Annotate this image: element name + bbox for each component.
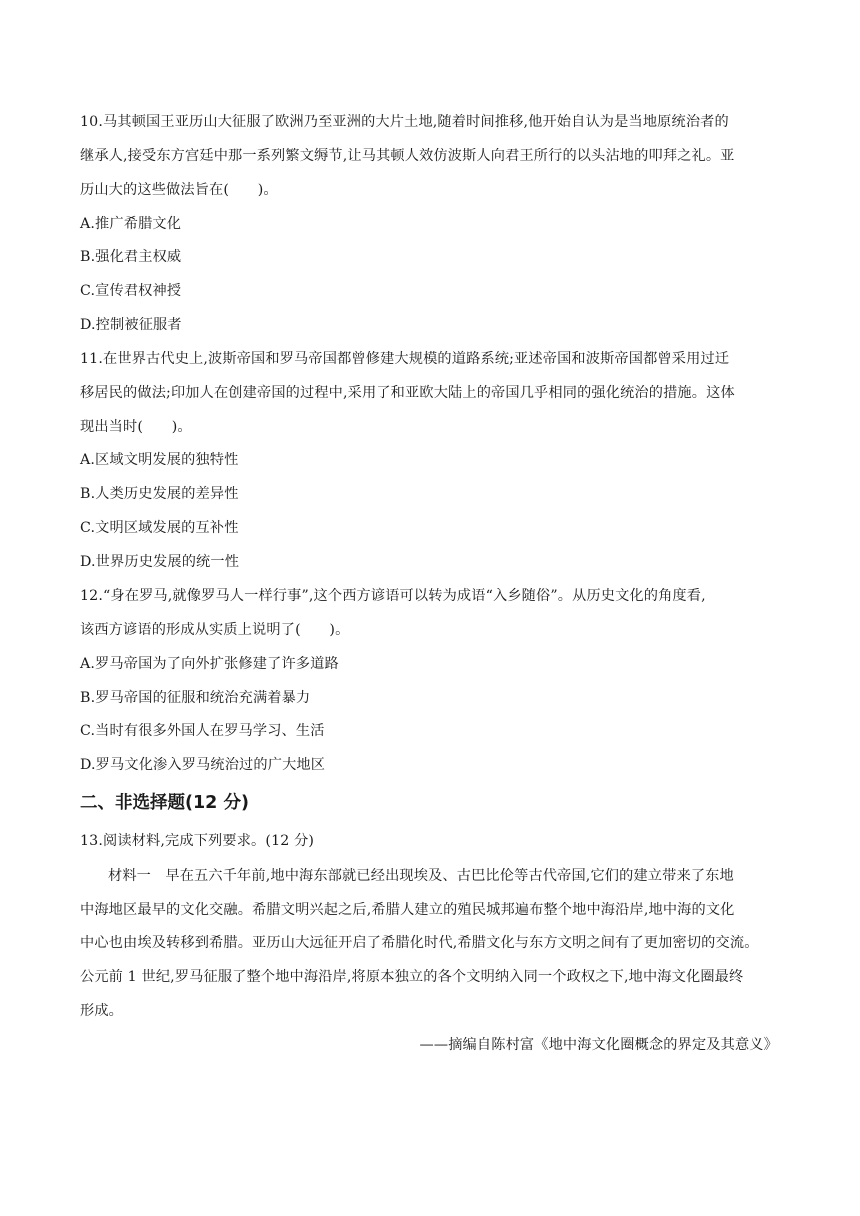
q11-option-a: A.区域文明发展的独特性 (80, 452, 239, 468)
q10-stem-line-2: 继承人,接受东方宫廷中那一系列繁文缛节,让马其顿人效仿波斯人向君王所行的以头沾地的叩拜之礼。亚 (80, 148, 735, 164)
q12-option-d: D.罗马文化渗入罗马统治过的广大地区 (80, 757, 326, 773)
section-heading: 二、非选择题(12 分) (80, 793, 249, 813)
q13-material-line-3: 中心也由埃及转移到希腊。亚历山大远征开启了希腊化时代,希腊文化与东方文明之间有了更加密切的交流。 (80, 935, 759, 951)
q13-stem: 13.阅读材料,完成下列要求。(12 分) (80, 833, 315, 849)
q13-material-line-1: 材料一 早在五六千年前,地中海东部就已经出现埃及、古巴比伦等古代帝国,它们的建立带来了东地 (108, 868, 734, 884)
q12-stem-line-2: 该西方谚语的形成从实质上说明了( )。 (80, 622, 350, 638)
q12-option-b: B.罗马帝国的征服和统治充满着暴力 (80, 690, 311, 706)
q10-stem-line-3: 历山大的这些做法旨在( )。 (80, 182, 278, 198)
q10-option-d: D.控制被征服者 (80, 317, 182, 333)
q12-stem-line-1: 12.“身在罗马,就像罗马人一样行事”,这个西方谚语可以转为成语“入乡随俗”。从历史文化的角度看, (80, 588, 706, 604)
q12-option-a: A.罗马帝国为了向外扩张修建了许多道路 (80, 656, 339, 672)
q11-option-d: D.世界历史发展的统一性 (80, 554, 240, 570)
q11-option-b: B.人类历史发展的差异性 (80, 486, 239, 502)
q10-stem-line-1: 10.马其顿国王亚历山大征服了欧洲乃至亚洲的大片土地,随着时间推移,他开始自认为是当地原统治者的 (80, 114, 729, 130)
q12-option-c: C.当时有很多外国人在罗马学习、生活 (80, 723, 325, 739)
q11-stem-line-2: 移居民的做法;印加人在创建帝国的过程中,采用了和亚欧大陆上的帝国几乎相同的强化统治的措施。这体 (80, 385, 735, 401)
q11-stem-line-1: 11.在世界古代史上,波斯帝国和罗马帝国都曾修建大规模的道路系统;亚述帝国和波斯帝国都曾采用过迁 (80, 351, 730, 367)
q13-material-line-4: 公元前 1 世纪,罗马征服了整个地中海沿岸,将原本独立的各个文明纳入同一个政权之下,地中海文化圈最终 (80, 969, 744, 985)
q10-option-b: B.强化君主权威 (80, 249, 182, 265)
q11-stem-line-3: 现出当时( )。 (80, 419, 192, 435)
q13-material-line-5: 形成。 (80, 1003, 124, 1019)
q10-option-a: A.推广希腊文化 (80, 216, 182, 232)
q13-material-line-2: 中海地区最早的文化交融。希腊文明兴起之后,希腊人建立的殖民城邦遍布整个地中海沿岸,地中海的文化 (80, 902, 735, 918)
q10-option-c: C.宣传君权神授 (80, 283, 182, 299)
q11-option-c: C.文明区域发展的互补性 (80, 520, 239, 536)
q13-source-citation: ——摘编自陈村富《地中海文化圈概念的界定及其意义》 (419, 1037, 778, 1053)
